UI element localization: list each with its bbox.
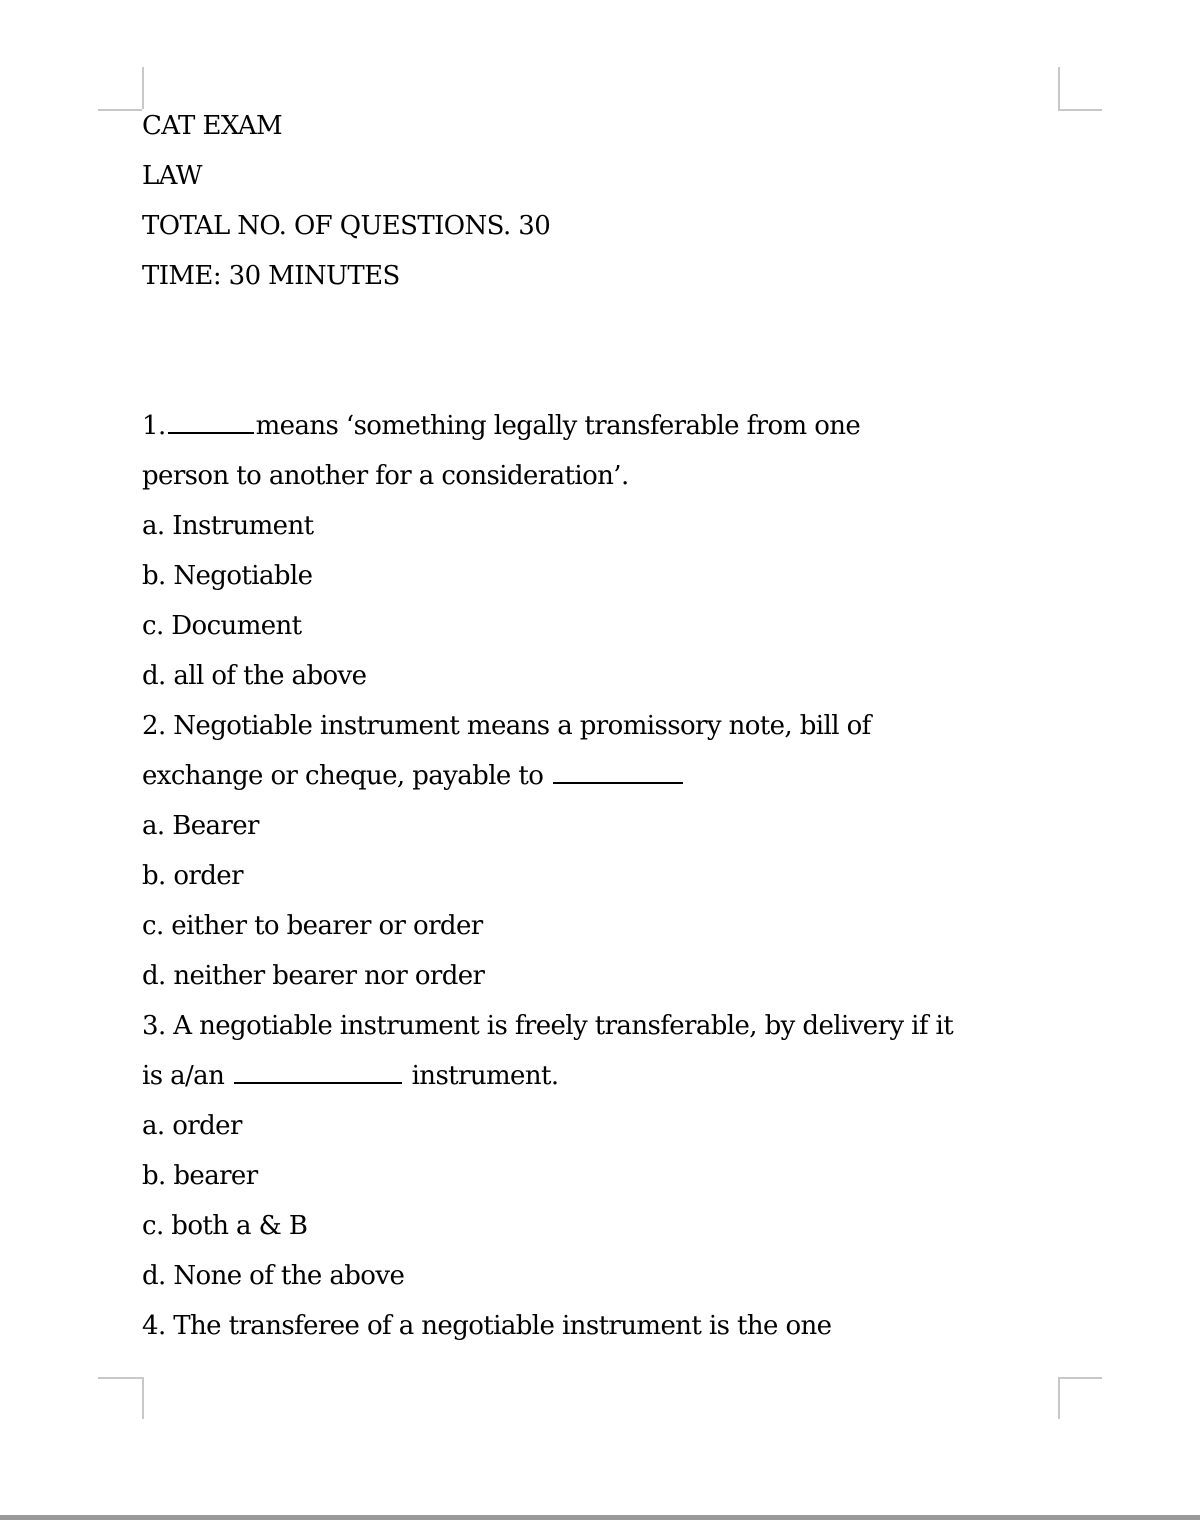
question-3-line-2 xyxy=(142,1051,1042,1101)
question-4-line-1: 4. The transferee of a negotiable instrument is the one xyxy=(142,1311,832,1341)
question-3-option-b: b. bearer xyxy=(142,1161,258,1191)
question-1-blank xyxy=(168,432,254,434)
crop-mark-bottom-left-vertical xyxy=(142,1377,144,1419)
document-body xyxy=(142,101,1042,1351)
question-1-line-2: person to another for a consideration’. xyxy=(142,461,629,491)
question-1-option-d: d. all of the above xyxy=(142,661,367,691)
question-1-option-c: c. Document xyxy=(142,611,302,641)
question-1-text-a: means ‘something legally transferable from one xyxy=(255,411,861,441)
crop-mark-bottom-right-vertical xyxy=(1058,1377,1060,1419)
question-1-number: 1. xyxy=(142,411,166,441)
question-2-line-2 xyxy=(142,751,1042,801)
question-3-line-1: 3. A negotiable instrument is freely transferable, by delivery if it xyxy=(142,1011,954,1041)
question-2-option-c: c. either to bearer or order xyxy=(142,911,483,941)
question-3-option-a: a. order xyxy=(142,1111,242,1141)
crop-mark-top-left-horizontal xyxy=(98,109,142,111)
question-3-text-c: instrument. xyxy=(411,1061,559,1091)
question-1-option-b: b. Negotiable xyxy=(142,561,313,591)
question-3-option-d: d. None of the above xyxy=(142,1261,405,1291)
question-3-text-b: is a/an xyxy=(142,1061,225,1091)
question-2-text-b: exchange or cheque, payable to xyxy=(142,761,544,791)
crop-mark-top-right-horizontal xyxy=(1058,109,1102,111)
spacer xyxy=(142,301,1042,401)
crop-mark-bottom-left-horizontal xyxy=(98,1377,142,1379)
exam-title: CAT EXAM xyxy=(142,111,283,141)
page-bottom-edge xyxy=(0,1515,1200,1520)
question-3-blank xyxy=(234,1082,402,1084)
crop-mark-top-right-vertical xyxy=(1058,67,1060,109)
question-1-option-a: a. Instrument xyxy=(142,511,314,541)
question-2-option-a: a. Bearer xyxy=(142,811,259,841)
question-2-line-1: 2. Negotiable instrument means a promissory note, bill of xyxy=(142,711,871,741)
question-2-option-d: d. neither bearer nor order xyxy=(142,961,485,991)
question-2-blank xyxy=(553,782,683,784)
exam-time: TIME: 30 MINUTES xyxy=(142,261,400,291)
total-questions: TOTAL NO. OF QUESTIONS. 30 xyxy=(142,211,551,241)
question-1-line-1 xyxy=(142,401,1042,451)
crop-mark-bottom-right-horizontal xyxy=(1058,1377,1102,1379)
question-3-option-c: c. both a & B xyxy=(142,1211,308,1241)
question-2-option-b: b. order xyxy=(142,861,243,891)
exam-subject: LAW xyxy=(142,161,202,191)
